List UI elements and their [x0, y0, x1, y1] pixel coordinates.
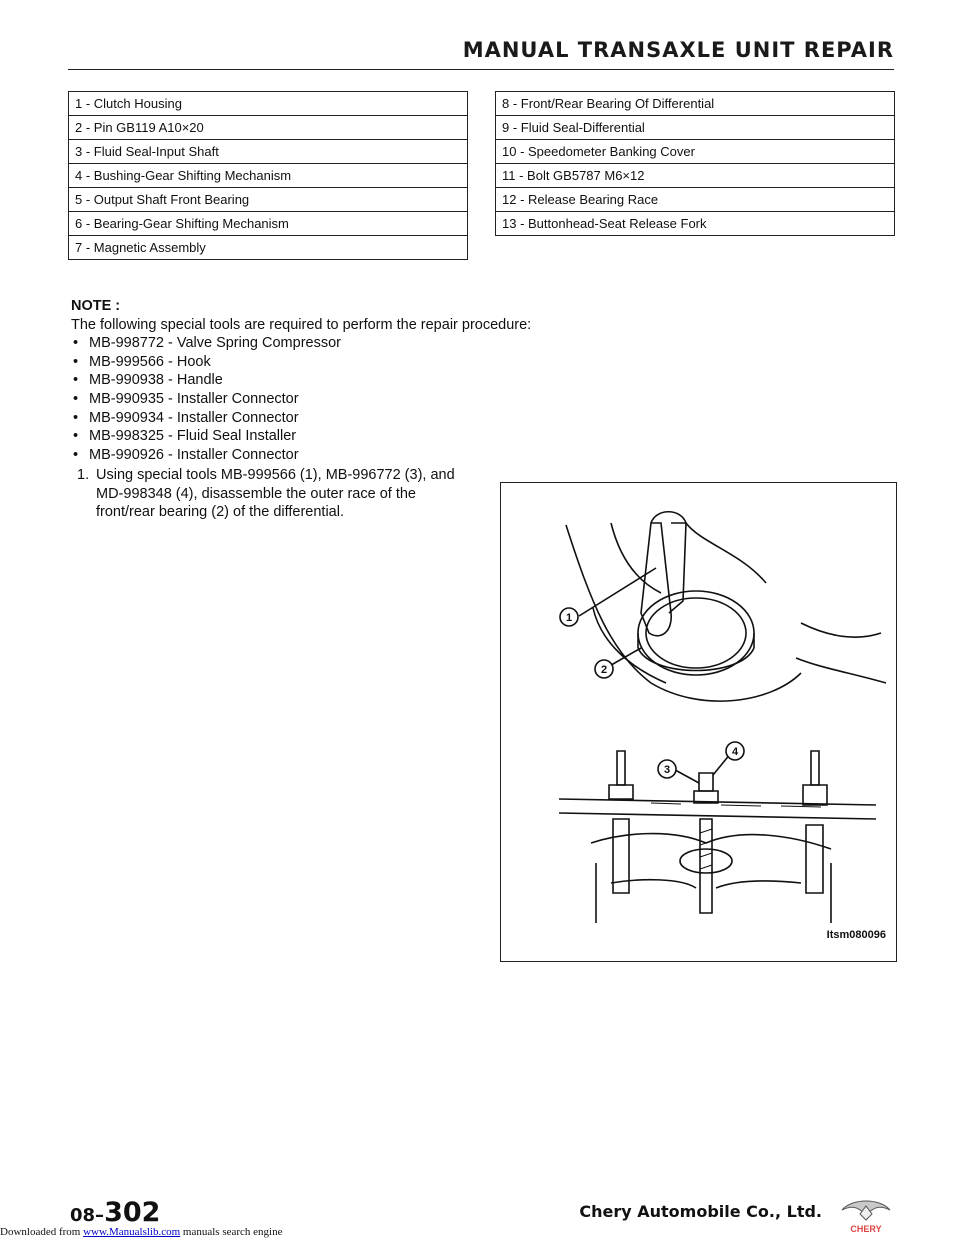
table-cell: 11 - Bolt GB5787 M6×12: [496, 164, 895, 188]
table-cell: 5 - Output Shaft Front Bearing: [69, 188, 468, 212]
bearing-removal-illustration: [501, 483, 896, 961]
note-section: [71, 297, 531, 464]
download-prefix: Downloaded from: [0, 1226, 81, 1238]
table-cell: 8 - Front/Rear Bearing Of Differential: [496, 92, 895, 116]
table-cell: 7 - Magnetic Assembly: [69, 236, 468, 260]
note-intro: The following special tools are required to perform the repair procedure:: [71, 316, 532, 333]
table-row: [496, 188, 895, 212]
company-name: Chery Automobile Co., Ltd.: [579, 1202, 822, 1221]
manualslib-link[interactable]: www.Manualslib.com: [83, 1226, 181, 1238]
download-bar: [0, 1226, 282, 1238]
parts-table-left: [68, 91, 468, 260]
bullet-icon: •: [73, 428, 79, 445]
list-item: [71, 371, 531, 390]
parts-table-right: [495, 91, 895, 236]
tool-label: MB-998772 - Valve Spring Compressor: [89, 335, 341, 352]
step-number: 1.: [77, 467, 90, 483]
table-cell: 10 - Speedometer Banking Cover: [496, 140, 895, 164]
callout-label-3: 3: [663, 764, 671, 776]
list-item: [71, 334, 531, 353]
table-row: [496, 212, 895, 236]
table-cell: 9 - Fluid Seal-Differential: [496, 116, 895, 140]
tool-label: MB-990938 - Handle: [89, 372, 223, 389]
tool-label: MB-990926 - Installer Connector: [89, 446, 299, 463]
table-row: [496, 92, 895, 116]
table-row: [69, 188, 468, 212]
bullet-icon: •: [73, 390, 79, 407]
bullet-icon: •: [73, 409, 79, 426]
callout-label-2: 2: [600, 664, 608, 676]
bullet-icon: •: [73, 335, 79, 352]
table-row: [69, 236, 468, 260]
step-text: Using special tools MB-999566 (1), MB-996772 (3), and MD-998348 (4), disassemble the outer race of the front/rear bearing (2) of the differential.: [96, 467, 455, 521]
figure-id: Itsm080096: [826, 929, 886, 941]
table-row: [496, 140, 895, 164]
chery-logo: [838, 1196, 894, 1236]
callout-label-4: 4: [731, 746, 739, 758]
note-heading: NOTE :: [71, 298, 121, 314]
tool-label: MB-990934 - Installer Connector: [89, 409, 299, 426]
list-item: [71, 427, 531, 446]
bullet-icon: •: [73, 446, 79, 463]
table-cell: 1 - Clutch Housing: [69, 92, 468, 116]
table-row: [69, 92, 468, 116]
download-suffix: manuals search engine: [182, 1226, 283, 1238]
bullet-icon: •: [73, 353, 79, 370]
header-divider: [68, 69, 894, 70]
list-item: [71, 446, 531, 465]
table-row: [496, 164, 895, 188]
table-cell: 6 - Bearing-Gear Shifting Mechanism: [69, 212, 468, 236]
table-row: [69, 140, 468, 164]
table-row: [69, 212, 468, 236]
table-cell: 2 - Pin GB119 A10×20: [69, 116, 468, 140]
procedure-step: [77, 466, 467, 522]
tool-label: MB-999566 - Hook: [89, 353, 211, 370]
section-number: 08–: [70, 1205, 105, 1226]
list-item: [71, 409, 531, 428]
procedure-figure: [500, 482, 897, 962]
table-row: [69, 116, 468, 140]
page-header-title: MANUAL TRANSAXLE UNIT REPAIR: [462, 38, 894, 62]
table-cell: 13 - Buttonhead-Seat Release Fork: [496, 212, 895, 236]
bullet-icon: •: [73, 372, 79, 389]
table-row: [496, 116, 895, 140]
tool-label: MB-990935 - Installer Connector: [89, 390, 299, 407]
logo-text: CHERY: [850, 1224, 882, 1234]
table-row: [69, 164, 468, 188]
table-cell: 12 - Release Bearing Race: [496, 188, 895, 212]
list-item: [71, 390, 531, 409]
callout-label-1: 1: [565, 612, 573, 624]
page-num: 302: [104, 1197, 161, 1228]
table-cell: 3 - Fluid Seal-Input Shaft: [69, 140, 468, 164]
list-item: [71, 353, 531, 372]
table-cell: 4 - Bushing-Gear Shifting Mechanism: [69, 164, 468, 188]
tool-label: MB-998325 - Fluid Seal Installer: [89, 428, 297, 445]
